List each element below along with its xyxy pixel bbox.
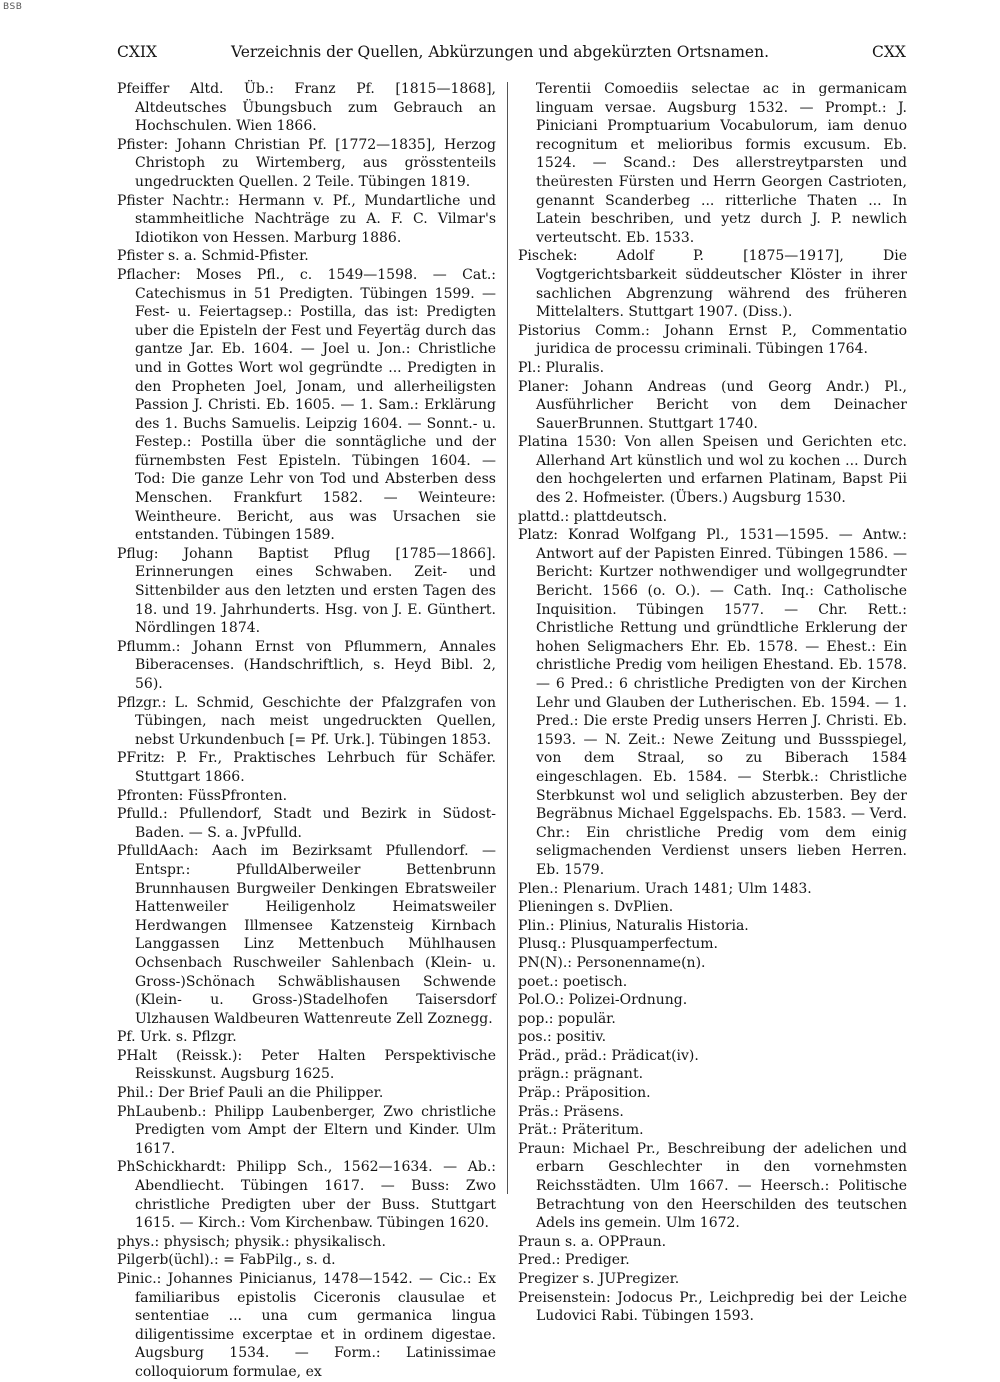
entry-pfronten: Pfronten: FüssPfronten.	[117, 787, 288, 804]
entry-platz: Platz: Konrad Wolfgang Pl., 1531—1595. — Antw.: Antwort auf der Papisten Einred. Tübingen 1586. — Bericht: Kurtzer nothwendiger und wollgegrundter Bericht. 1566 (o. O.). — Cath. Inq.: Catholische Inquisition. Tübingen 1577. — Chr. Rett.: Christliche Rettung und gründtliche Erklerung der hohen Seligmachers Ehr. Eb. 1578. — Ehest.: Ein christliche Predig vom heiligen Ehestand. Eb. 1578. — 6 Pred.: 6 christliche Predigten von der Kirchen Lehr und Glauben der Lutherischen. Eb. 1594. — 1. Pred.: Die erste Predig unsers Herren J. Christi. Eb. 1593. — N. Zeit.: Newe Zeitung und Bussspiegel, von dem Straal, so zu Biberach 1584 eingeschlagen. Eb. 1584. — Sterbk.: Christliche Sterbkunst wol und seliglich abzusterben. Bey der Begräbnus Michael Eggelspachs. Eb. 1583. — Verd. Chr.: Ein christliche Predig vom dem einig seligmachenden Verdienst unsers lieben Herren. Eb. 1579.	[518, 527, 907, 878]
page-title: Verzeichnis der Quellen, Abkürzungen und abgekürzten Ortsnamen.	[230, 43, 770, 61]
entry-praes: Präs.: Präsens.	[518, 1103, 624, 1120]
entry-plattd: plattd.: plattdeutsch.	[518, 508, 668, 525]
entry-praep: Präp.: Präposition.	[518, 1085, 651, 1102]
entry-poet: poet.: poetisch.	[518, 973, 628, 990]
entry-platina: Platina 1530: Von allen Speisen und Gerichten etc. Allerhand Art künstlich und wol zu kochen ... Durch den hochgelerten und erfarnen Platinam, Bapst Pii des 2. Hofmeister. (Übers.) Augsburg 1530.	[518, 434, 907, 507]
entry-praegn: prägn.: prägnant.	[518, 1066, 644, 1083]
entry-pf-urk: Pf. Urk. s. Pflzgr.	[117, 1029, 237, 1046]
entry-pflumm: Pflumm.: Johann Ernst von Pflummern, Annales Biberacenses. (Handschriftlich, s. Heyd Bibl. 2, 56).	[117, 638, 496, 692]
entry-plin: Plin.: Plinius, Naturalis Historia.	[518, 917, 749, 934]
entry-plusq: Plusq.: Plusquamperfectum.	[518, 936, 718, 953]
entry-pflzgr: Pflzgr.: L. Schmid, Geschichte der Pfalzgrafen von Tübingen, nach meist ungedruckten Quellen, nebst Urkundenbuch [= Pf. Urk.]. Tübingen 1853.	[117, 694, 496, 748]
entry-pfeiffer: Pfeiffer Altd. Üb.: Franz Pf. [1815—1868], Altdeutsches Übungsbuch zum Gebrauch an Hochschulen. Wien 1866.	[117, 81, 496, 135]
entry-pflacher: Pflacher: Moses Pfl., c. 1549—1598. — Cat.: Catechismus in 51 Predigten. Tübingen 1599. — Fest- u. Feiertagsep.: Postilla, das ist: Predigten uber die Episteln der Fest und Feyertäg durch das gantze Jar. Eb. 1604. — Joel u. Jon.: Christliche und in Gottes Wort wol gegründte ... Predigten in den Propheten Joel, Jonam, und allerheiligsten Passion J. Christi. Eb. 1605. — 1. Sam.: Erklärung des 1. Buchs Samuelis. Leipzig 1604. — Sonnt.- u. Festep.: Postilla über die sonntägliche und der fürnembsten Fest Episteln. Tübingen 1604. — Tod: Die ganze Lehr von Tod und Absterben dess Menschen. Frankfurt 1582. — Weinteure: Weintheure. Bericht, aus was Ursachen sie entstanden. Tübingen 1589.	[117, 266, 496, 544]
entry-pregizer: Pregizer s. JUPregizer.	[518, 1271, 680, 1287]
entry-pinic-continued: Terentii Comoediis selectae ac in germanicam linguam versae. Augsburg 1532. — Prompt.: J. Piniciani Promptuarium Vocabulorum, iam denuo recognitum et melioribus formis excusum. Eb. 1524. — Scand.: Des allerstreytparsten und theüresten Fürsten und Herrn Georgen Castrioten, genannt Scanderbeg ... ritterliche Thaten ... In Latein beschriben, und yetz durch J. P. newlich verteutscht. Eb. 1533.	[536, 81, 907, 246]
entry-pfulldaach: PfulldAach: Aach im Bezirksamt Pfullendorf. — Entspr.: PfulldAlberweiler Bettenbrunn Brunnhausen Burgweiler Denkingen Ebratsweiler Hattenweiler Heiligenholz Heimatsweiler Herdwangen Illmensee Katzensteig Kirnbach Langgassen Linz Mettenbuch Mühlhausen Ochsenbach Ruschweiler Sahlenbach (Klein- u. Gross-)Schönach Schwäblishausen Schwende (Klein- u. Gross-)Stadelhofen Taisersdorf Ulzhausen Waldbeuren Wattenreute Zell Zoznegg.	[117, 843, 496, 1027]
entry-preisenstein: Preisenstein: Jodocus Pr., Leichpredig bei der Leiche Ludovici Rabi. Tübingen 1593.	[518, 1289, 907, 1325]
entry-phil: Phil.: Der Brief Pauli an die Philipper.	[117, 1085, 384, 1102]
entry-pistorius: Pistorius Comm.: Johann Ernst P., Commentatio juridica de processu criminali. Tübingen 1764.	[518, 322, 907, 358]
entry-praun: Praun: Michael Pr., Beschreibung der adelichen und erbarn Geschlechter in den vornehmsten Reichsstädten. Ulm 1667. — Heersch.: Politische Betrachtung von den Heerschilden des teutschen Adels ins gemein. Ulm 1672.	[518, 1140, 907, 1232]
entry-praun-see-also: Praun s. a. OPPraun.	[518, 1233, 667, 1250]
column-divider	[507, 82, 508, 1194]
entry-pl: Pl.: Pluralis.	[518, 359, 605, 376]
entry-praet: Prät.: Präteritum.	[518, 1122, 644, 1139]
entry-pinic: Pinic.: Johannes Pinicianus, 1478—1542. — Cic.: Ex familiaribus epistolis Ciceronis clausulae et sententiae ... una cum germanica lingua diligentissime excerptae et in ordinem digestae. Augsburg 1534. — Form.: Latinissimae colloquiorum formulae, ex	[117, 1271, 496, 1380]
entry-pop: pop.: populär.	[518, 1010, 616, 1027]
entry-pfister-nachtr: Pfister Nachtr.: Hermann v. Pf., Mundartliche und stammheitliche Nachträge zu A. F. C. Vilmar's Idiotikon von Hessen. Marburg 1886.	[117, 192, 496, 246]
entry-planer: Planer: Johann Andreas (und Georg Andr.) Pl., Ausführlicher Bericht von dem Deinacher SauerBrunnen. Stuttgart 1740.	[518, 378, 907, 432]
entry-pfister-see-also: Pfister s. a. Schmid-Pfister.	[117, 248, 309, 265]
entry-pilgerb: Pilgerb(üchl).: = FabPilg., s. d.	[117, 1252, 336, 1269]
library-stamp: BSB	[3, 2, 23, 12]
column-number-right: CXX	[872, 43, 906, 61]
entry-praed: Präd., präd.: Prädicat(iv).	[518, 1047, 699, 1064]
entry-pfister: Pfister: Johann Christian Pf. [1772—1835], Herzog Christoph zu Wirtemberg, aus grösstenteils ungedruckten Quellen. 2 Teile. Tübingen 1819.	[117, 136, 496, 190]
entry-pflug: Pflug: Johann Baptist Pflug [1785—1866]. Erinnerungen eines Schwaben. Zeit- und Sittenbilder aus den letzten und ersten Tagen des 18. und 19. Jahrhunderts. Hsg. von J. E. Günthert. Nördlingen 1874.	[117, 545, 496, 637]
entry-phlaubenb: PhLaubenb.: Philipp Laubenberger, Zwo christliche Predigten vom Ampt der Eltern und Kinder. Ulm 1617.	[117, 1103, 496, 1157]
left-column	[117, 80, 496, 1382]
entry-plen: Plen.: Plenarium. Urach 1481; Ulm 1483.	[518, 880, 812, 897]
entry-pischek: Pischek: Adolf P. [1875—1917], Die Vogtgerichtsbarkeit süddeutscher Klöster in ihrer sachlichen Abgrenzung während des früheren Mittelalters. Stuttgart 1907. (Diss.).	[518, 248, 907, 321]
right-column	[518, 80, 907, 1326]
entry-pred: Pred.: Prediger.	[518, 1252, 630, 1269]
entry-phschickhardt: PhSchickhardt: Philipp Sch., 1562—1634. — Ab.: Abendliecht. Tübingen 1617. — Buss: Zwo christliche Predigten uber der Buss. Stuttgart 1615. — Kirch.: Vom Kirchenbaw. Tübingen 1620.	[117, 1159, 496, 1232]
entry-pnn: PN(N).: Personenname(n).	[518, 954, 706, 971]
column-number-left: CXIX	[117, 43, 158, 61]
entry-polo: Pol.O.: Polizei-Ordnung.	[518, 992, 688, 1009]
entry-phys: phys.: physisch; physik.: physikalisch.	[117, 1233, 386, 1250]
entry-pfritz: PFritz: P. Fr., Praktisches Lehrbuch für Schäfer. Stuttgart 1866.	[117, 750, 496, 785]
entry-plieningen: Plieningen s. DvPlien.	[518, 899, 674, 916]
entry-phalt: PHalt (Reissk.): Peter Halten Perspektivische Reisskunst. Augsburg 1625.	[117, 1047, 496, 1083]
entry-pfulld: Pfulld.: Pfullendorf, Stadt und Bezirk in Südost-Baden. — S. a. JvPfulld.	[117, 806, 496, 841]
entry-pos: pos.: positiv.	[518, 1029, 607, 1046]
